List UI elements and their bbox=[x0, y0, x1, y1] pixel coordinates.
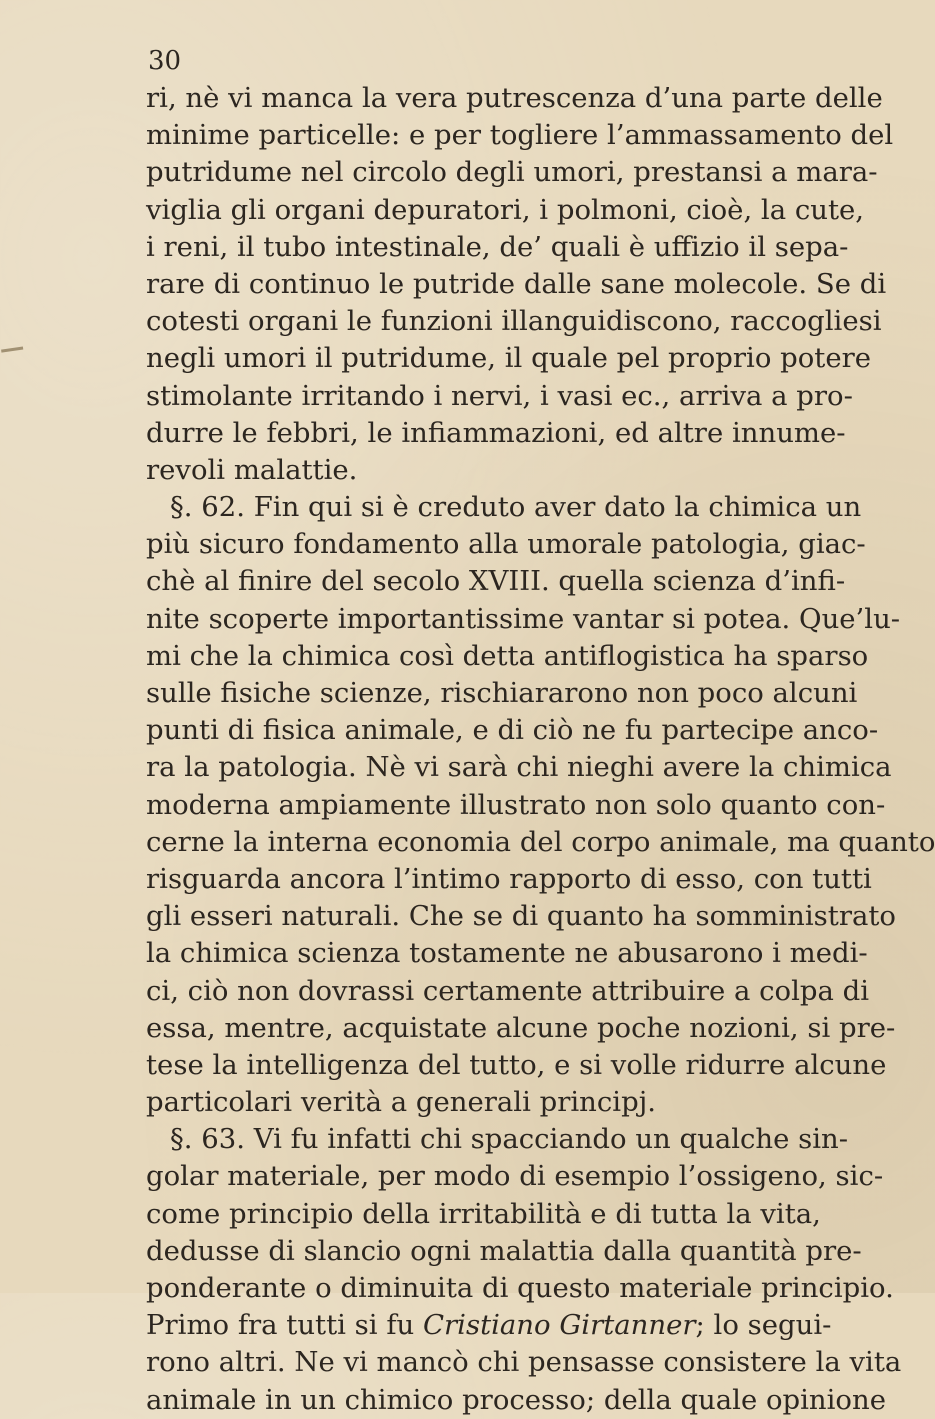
text-line: stimolante irritando i nervi, i vasi ec., arriva a pro- bbox=[146, 379, 853, 412]
text-line: nite scoperte importantissime vantar si potea. Que’lu- bbox=[146, 602, 901, 635]
page-edge-mark bbox=[1, 347, 25, 365]
text-line: ci, ciò non dovrassi certamente attribuire a colpa di bbox=[146, 974, 870, 1007]
text-line: essa, mentre, acquistate alcune poche nozioni, si pre- bbox=[146, 1011, 896, 1044]
section-63-start: §. 63. Vi fu infatti chi spacciando un qualche sin- bbox=[170, 1123, 849, 1156]
text-line: sulle fisiche scienze, rischiararono non poco alcuni bbox=[146, 677, 858, 709]
text-line: mi che la chimica così detta antiflogistica ha sparso bbox=[146, 639, 869, 672]
text-line: golar materiale, per modo di esempio l’ossigeno, sic- bbox=[146, 1160, 884, 1193]
text-line: moderna ampiamente illustrato non solo quanto con- bbox=[146, 788, 886, 821]
text-line: cerne la interna economia del corpo animale, ma quanto bbox=[146, 825, 935, 858]
body-text bbox=[146, 80, 935, 1419]
text-line: i reni, il tubo intestinale, de’ quali è uffizio il sepa- bbox=[146, 230, 849, 263]
text-line: tese la intelligenza del tutto, e si volle ridurre alcune bbox=[146, 1048, 887, 1081]
text-line: putridume nel circolo degli umori, prestansi a mara- bbox=[146, 156, 878, 189]
text-line: negli umori il putridume, il quale pel proprio potere bbox=[146, 342, 872, 375]
text-line: cotesti organi le funzioni illanguidiscono, raccogliesi bbox=[146, 305, 882, 338]
text-line: ra la patologia. Nè vi sarà chi nieghi avere la chimica bbox=[146, 751, 892, 784]
text-line: animale in un chimico processo; della quale opinione bbox=[146, 1383, 886, 1416]
text-line: dedusse di slancio ogni malattia dalla quantità pre- bbox=[146, 1234, 862, 1267]
text-line: ponderante o diminuita di questo materiale principio. bbox=[146, 1272, 894, 1304]
text-line: come principio della irritabilità e di tutta la vita, bbox=[146, 1197, 821, 1230]
text-line: ri, nè vi manca la vera putrescenza d’una parte delle bbox=[146, 82, 883, 114]
text-line: gli esseri naturali. Che se di quanto ha somministrato bbox=[146, 900, 896, 933]
text-line: Primo fra tutti si fu Cristiano Girtanner; lo segui- bbox=[146, 1309, 832, 1342]
text-line: la chimica scienza tostamente ne abusarono i medi- bbox=[146, 937, 868, 970]
paragraph-end-line: particolari verità a generali principj. bbox=[146, 1086, 656, 1119]
text-line: più sicuro fondamento alla umorale patologia, giac- bbox=[146, 528, 866, 561]
text-line: minime particelle: e per togliere l’ammassamento del bbox=[146, 119, 894, 152]
text-line: viglia gli organi depuratori, i polmoni, cioè, la cute, bbox=[146, 193, 865, 226]
author-name-italic: Cristiano Girtanner bbox=[422, 1309, 696, 1342]
page-number: 30 bbox=[148, 46, 182, 76]
text-line: risguarda ancora l’intimo rapporto di esso, con tutti bbox=[146, 862, 872, 895]
paragraph-end-line: revoli malattie. bbox=[146, 453, 358, 486]
text-line: punti di fisica animale, e di ciò ne fu partecipe anco- bbox=[146, 714, 879, 747]
text-line: rono altri. Ne vi mancò chi pensasse consistere la vita bbox=[146, 1346, 902, 1379]
text-line: durre le febbri, le infiammazioni, ed altre innume- bbox=[146, 416, 846, 449]
section-62-start: §. 62. Fin qui si è creduto aver dato la chimica un bbox=[170, 491, 862, 524]
text-line: rare di continuo le putride dalle sane molecole. Se di bbox=[146, 267, 887, 300]
text-line: chè al finire del secolo XVIII. quella scienza d’infi- bbox=[146, 565, 846, 598]
